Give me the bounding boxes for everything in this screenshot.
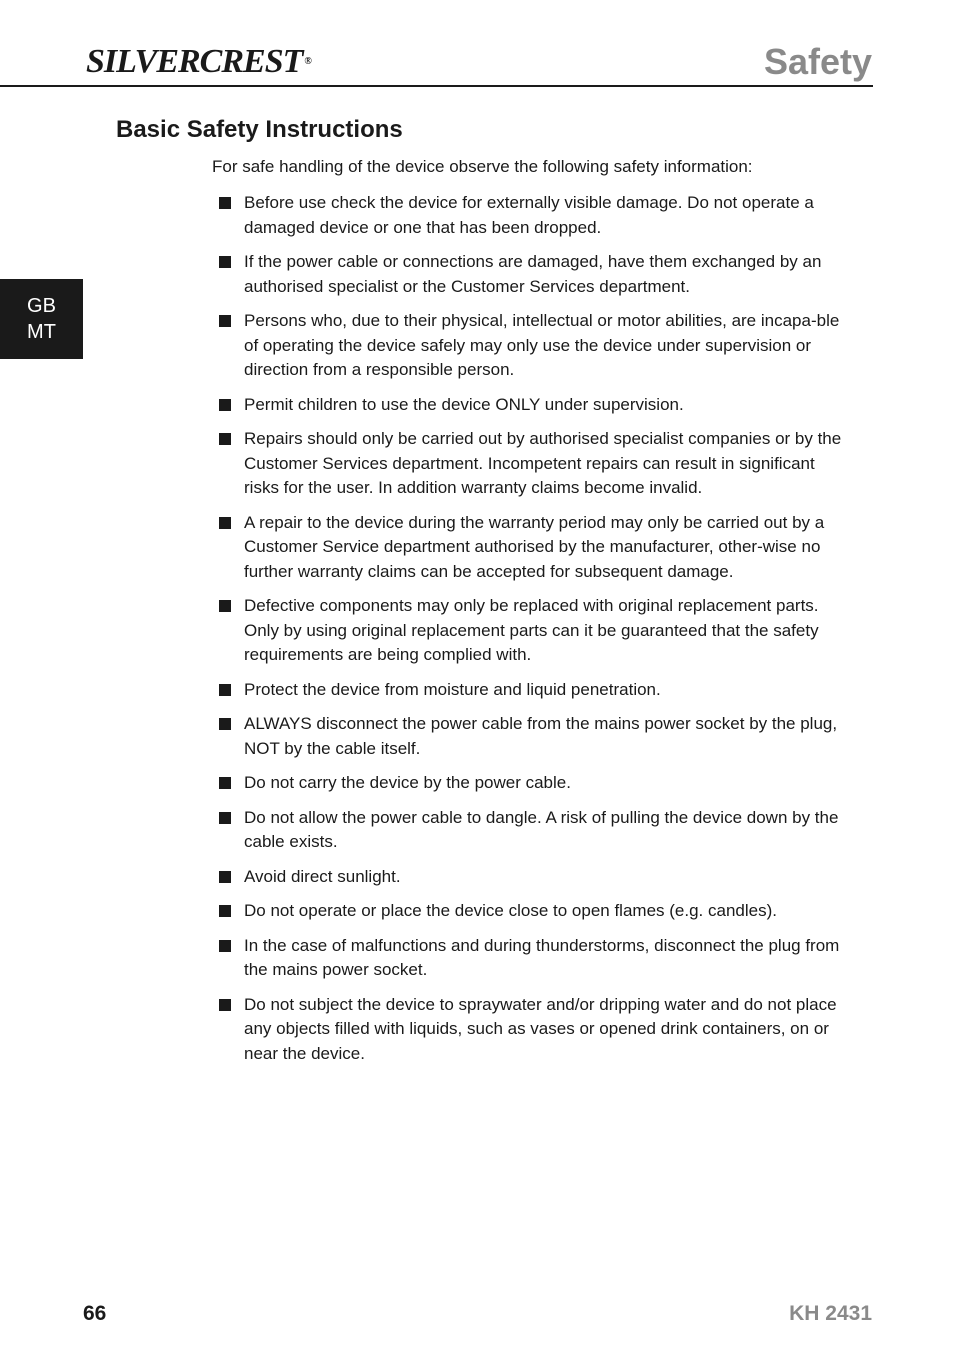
bullet-square-icon	[219, 905, 231, 917]
list-item-text: Avoid direct sunlight.	[244, 866, 401, 886]
bullet-square-icon	[219, 999, 231, 1011]
list-item	[218, 511, 844, 585]
list-item-text: If the power cable or connections are damaged, have them exchanged by an authorised specialist or the Customer Services department.	[244, 252, 822, 296]
language-code-gb: GB	[27, 295, 56, 317]
list-item-text: Defective components may only be replaced with original replacement parts. Only by using original replacement parts can it be guaranteed that the safety requirements are being complied with.	[244, 596, 819, 664]
list-item-text: Do not carry the device by the power cable.	[244, 773, 571, 792]
intro-text: For safe handling of the device observe the following safety information:	[212, 157, 753, 176]
bullet-square-icon	[219, 812, 231, 824]
list-item	[218, 865, 844, 890]
header-divider	[0, 85, 873, 87]
list-item-text: ALWAYS disconnect the power cable from the mains power socket by the plug, NOT by the cable itself.	[244, 714, 838, 758]
language-tab	[0, 279, 83, 359]
list-item-text: Permit children to use the device ONLY under supervision.	[244, 394, 684, 414]
list-item-text: Before use check the device for externally visible damage. Do not operate a damaged device or one that has been dropped.	[244, 193, 814, 237]
bullet-square-icon	[219, 315, 231, 327]
list-item-text: Protect the device from moisture and liquid penetration.	[244, 679, 661, 699]
list-item	[218, 993, 844, 1067]
list-item	[218, 678, 844, 703]
bullet-square-icon	[219, 197, 231, 209]
list-item	[218, 934, 844, 983]
bullet-square-icon	[219, 684, 231, 696]
model-number: KH 2431	[789, 1302, 872, 1325]
bullet-square-icon	[219, 940, 231, 952]
list-item	[218, 393, 844, 418]
list-item	[218, 899, 844, 924]
bullet-square-icon	[219, 256, 231, 268]
page-heading: Basic Safety Instructions	[116, 116, 403, 143]
list-item	[218, 250, 844, 299]
bullet-square-icon	[219, 517, 231, 529]
list-item-text: A repair to the device during the warranty period may only be carried out by a Customer Service department authorised by the manufacturer, other-wise no further warranty claims can be accepted for subsequent damage.	[244, 512, 825, 581]
list-item-text: Do not subject the device to spraywater and/or dripping water and do not place any objects filled with liquids, such as vases or opened drink containers, on or near the device.	[244, 994, 837, 1063]
section-title: Safety	[763, 41, 872, 82]
bullet-square-icon	[219, 871, 231, 883]
brand-name: SILVERCREST	[86, 43, 303, 80]
list-item	[218, 806, 844, 855]
bullet-square-icon	[219, 600, 231, 612]
page-number: 66	[83, 1302, 107, 1325]
list-item	[218, 309, 844, 383]
list-item-text: Do not operate or place the device close to open flames (e.g. candles).	[244, 901, 777, 920]
registered-mark: ®	[304, 56, 311, 67]
list-item-text: Do not allow the power cable to dangle. A risk of pulling the device down by the cable exists.	[244, 807, 839, 851]
list-item-text: In the case of malfunctions and during thunderstorms, disconnect the plug from the mains power socket.	[244, 935, 840, 979]
list-item	[218, 594, 844, 668]
bullet-square-icon	[219, 718, 231, 730]
bullet-square-icon	[219, 777, 231, 789]
bullet-square-icon	[219, 399, 231, 411]
list-item-text: Repairs should only be carried out by authorised specialist companies or by the Customer Services department. Incompetent repairs can result in significant risks for the user. In addition warranty claims become invalid.	[244, 429, 842, 497]
list-item-text: Persons who, due to their physical, intellectual or motor abilities, are incapa-ble of operating the device safely may only use the device under supervision or direction from a responsible person.	[244, 311, 840, 379]
brand-logo	[86, 42, 311, 82]
list-item	[218, 427, 844, 501]
bullet-square-icon	[219, 433, 231, 445]
list-item	[218, 191, 844, 240]
list-item	[218, 712, 844, 761]
language-code-mt: MT	[27, 321, 56, 343]
safety-instructions-list	[218, 191, 844, 1076]
list-item	[218, 771, 844, 796]
